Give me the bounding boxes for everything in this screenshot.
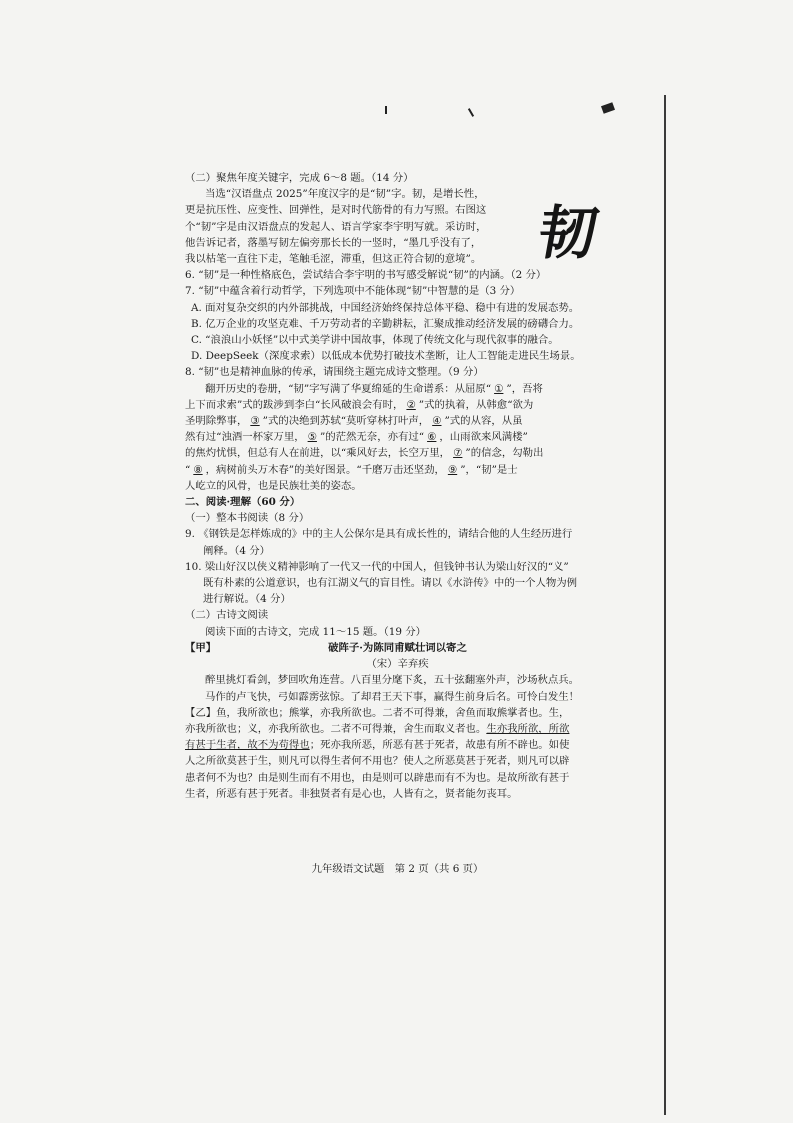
- label-jia: 【甲】: [185, 641, 217, 654]
- option-d: D. DeepSeek（深度求索）以低成本优势打破技术垄断，让人工智能走进民生场景。: [191, 350, 581, 363]
- passage-line: 当选“汉语盘点 2025”年度汉字的是“韧”字。韧，是增长性，: [205, 188, 485, 201]
- question-7: 7. “韧”中蕴含着行动哲学，下列选项中不能体现“韧”中智慧的是（3 分）: [185, 285, 521, 298]
- binding-line: [664, 95, 666, 1115]
- ink-mark: [385, 106, 387, 114]
- text: ”的信念，勾勒出: [465, 447, 544, 460]
- text: 亦我所欲也；义，亦我所欲也。二者不可得兼，舍生而取义者也。: [185, 722, 487, 735]
- blank-3: ③: [250, 415, 260, 428]
- blank-7: ⑦: [453, 447, 463, 460]
- prose-line: 【乙】鱼，我所欲也；熊掌，亦我所欲也。二者不可得兼，舍鱼而取熊掌者也。生，: [185, 706, 570, 719]
- prose-line: 人之所欲莫甚于生，则凡可以得生者何不用也？使人之所恶莫甚于死者，则凡可以辟: [185, 755, 570, 768]
- blank-8: ⑧: [193, 463, 203, 476]
- underlined-text: 生亦我所欲，所欲: [486, 722, 570, 735]
- text: ；死亦我所恶，所恶有甚于死者，故患有所不辟也。如使: [309, 739, 570, 752]
- subsection-heading: （一）整本书阅读（8 分）: [185, 512, 310, 525]
- text: ”式的执着，从韩愈“欲为: [418, 398, 534, 411]
- text: ”，吾将: [506, 382, 543, 395]
- section-heading: （二）聚焦年度关键字，完成 6～8 题。（14 分）: [185, 172, 414, 184]
- passage-line: [185, 429, 610, 445]
- exam-content: [185, 170, 610, 802]
- text: 翻开历史的卷册，“韧”字写满了华夏绵延的生命谱系：从屈原“: [205, 382, 492, 395]
- text: ”的茫然无奈，亦有过“: [319, 431, 425, 444]
- blank-5: ⑤: [307, 431, 317, 444]
- question-10-cont: 既有朴素的公道意识，也有江湖义气的盲目性。请以《水浒传》中的一个人物为例: [203, 577, 578, 590]
- passage-line: [185, 397, 610, 413]
- text: 圣明除弊事，: [185, 415, 248, 428]
- text: ”式的从容，从虽: [444, 415, 523, 428]
- poem-line: 醉里挑灯看剑，梦回吹角连营。八百里分麾下炙，五十弦翻塞外声，沙场秋点兵。: [205, 674, 580, 687]
- text: ，病树前头万木春”的美好图景。“千磨万击还坚劲，: [205, 463, 445, 476]
- blank-2: ②: [406, 398, 416, 411]
- poem-author: （宋）辛弃疾: [366, 658, 429, 671]
- question-6: 6. “韧”是一种性格底色，尝试结合李宇明的书写感受解说“韧”的内涵。（2 分）: [185, 269, 547, 282]
- ink-mark: [468, 108, 474, 117]
- prose-line: [185, 737, 610, 753]
- text: 的焦灼忧惧，但总有人在前进，以“乘风好去，长空万里，: [185, 447, 451, 460]
- passage-line: [185, 381, 610, 397]
- question-8: 8. “韧”也是精神血脉的传承，请围绕主题完成诗文整理。（9 分）: [185, 366, 484, 379]
- subsection-heading: （二）古诗文阅读: [185, 609, 269, 622]
- calligraphy-character: 韧: [532, 199, 603, 267]
- page-footer: 九年级语文试题 第 2 页（共 6 页）: [311, 863, 484, 875]
- instruction: 阅读下面的古诗文，完成 11～15 题。（19 分）: [205, 625, 427, 638]
- blank-4: ④: [432, 415, 442, 428]
- question-9-cont: 阐释。（4 分）: [203, 544, 271, 557]
- blank-9: ⑨: [447, 463, 458, 476]
- section-heading: 二、阅读·理解（60 分）: [185, 496, 301, 509]
- passage-line: 他告诉记者，落墨写韧左偏旁那长长的一竖时，“墨几乎没有了，: [185, 236, 482, 249]
- prose-line: 生者，所恶有甚于死者。非独贤者有是心也，人皆有之，贤者能勿丧耳。: [185, 787, 518, 800]
- passage-line: 个“韧”字是由汉语盘点的发起人、语言学家李宇明写就。采访时，: [185, 220, 487, 233]
- passage-line: [185, 462, 610, 478]
- option-a: A. 面对复杂交织的内外部挑战，中国经济始终保持总体平稳、稳中有进的发展态势。: [191, 301, 580, 314]
- underlined-text: 有甚于生者，故不为苟得也: [185, 739, 310, 752]
- passage-line: [185, 413, 610, 429]
- text: 上下而求索”式的跋涉到李白“长风破浪会有时，: [185, 398, 404, 411]
- passage-line: [185, 445, 610, 461]
- blank-1: ①: [494, 382, 504, 395]
- prose-line: 患者何不为也？由是则生而有不用也，由是则可以辟患而有不为也。是故所欲有甚于: [185, 771, 570, 784]
- text: ，山雨欲来风满楼”: [439, 431, 528, 444]
- poem-title-row: [185, 640, 610, 656]
- prose-line: [185, 721, 610, 737]
- question-10-cont: 进行解说。（4 分）: [203, 593, 291, 606]
- question-10: 10. 梁山好汉以侠义精神影响了一代又一代的中国人，但钱钟书认为梁山好汉的“义”: [185, 560, 569, 573]
- passage-line: 人屹立的风骨，也是民族壮美的姿态。: [185, 479, 362, 492]
- passage-line: 更是抗压性、应变性、回弹性，是对时代筋骨的有力写照。右图这: [185, 204, 487, 217]
- poem-title: 破阵子·为陈同甫赋壮词以寄之: [328, 641, 467, 654]
- text: ”式的决绝到苏轼“莫听穿林打叶声，: [262, 415, 430, 428]
- text: “: [185, 463, 191, 476]
- passage-line: 我以枯笔一直往下走，笔触毛涩，滞重，但这正符合韧的意境”。: [185, 253, 482, 266]
- text: ”，“韧”是士: [460, 463, 518, 476]
- poem-line: 马作的卢飞快，弓如霹雳弦惊。了却君王天下事，赢得生前身后名。可怜白发生！: [205, 690, 580, 703]
- blank-6: ⑥: [427, 431, 437, 444]
- option-b: B. 亿万企业的攻坚克难、千万劳动者的辛勤耕耘，汇聚成推动经济发展的磅礴合力。: [191, 317, 580, 330]
- ink-mark: [601, 102, 615, 114]
- text: 然有过“浊酒一杯家万里，: [185, 431, 305, 444]
- option-c: C. “浪浪山小妖怪”以中式美学讲中国故事，体现了传统文化与现代叙事的融合。: [191, 334, 559, 347]
- question-9: 9. 《钢铁是怎样炼成的》中的主人公保尔是具有成长性的，请结合他的人生经历进行: [185, 528, 573, 541]
